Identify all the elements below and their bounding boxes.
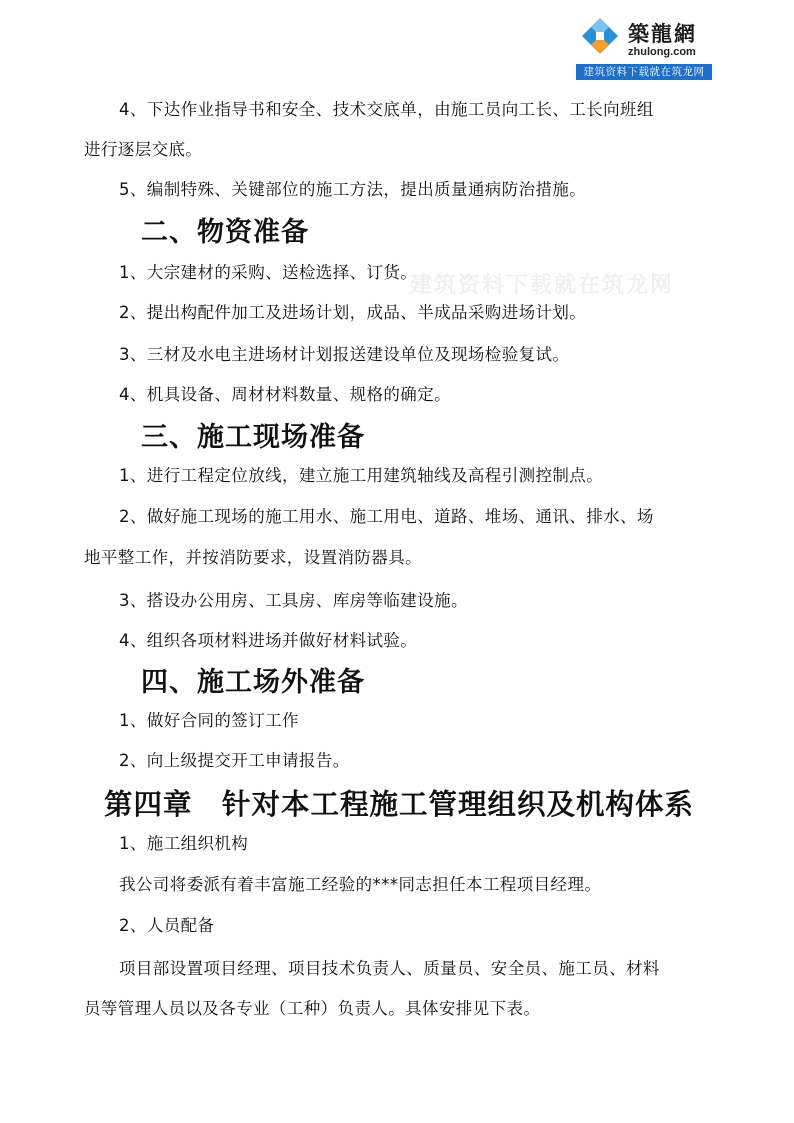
paragraph-line: 1、施工组织机构	[119, 834, 249, 853]
paragraph-line: 进行逐层交底。	[84, 140, 203, 159]
paragraph-line: 我公司将委派有着丰富施工经验的***同志担任本工程项目经理。	[119, 875, 602, 894]
logo-name: 築龍網	[628, 21, 697, 46]
section-heading: 二、物资准备	[141, 217, 309, 248]
paragraph-line: 3、搭设办公用房、工具房、库房等临建设施。	[119, 591, 468, 610]
zhulong-logo	[576, 12, 712, 80]
paragraph-line: 2、提出构配件加工及进场计划，成品、半成品采购进场计划。	[119, 303, 587, 322]
watermark: 建筑资料下载就在筑龙网	[410, 273, 675, 298]
paragraph-line: 5、编制特殊、关键部位的施工方法，提出质量通病防治措施。	[119, 180, 587, 199]
paragraph-line: 3、三材及水电主进场材计划报送建设单位及现场检验复试。	[119, 345, 570, 364]
paragraph-line: 4、组织各项材料进场并做好材料试验。	[119, 631, 418, 650]
chapter-heading: 第四章 针对本工程施工管理组织及机构体系	[104, 787, 695, 821]
paragraph-line: 1、进行工程定位放线，建立施工用建筑轴线及高程引测控制点。	[119, 466, 604, 485]
paragraph-line: 2、人员配备	[119, 916, 215, 935]
zhulong-mark-icon	[580, 16, 620, 56]
paragraph-line: 4、下达作业指导书和安全、技术交底单，由施工员向工长、工长向班组	[119, 100, 654, 119]
paragraph-line: 4、机具设备、周材材料数量、规格的确定。	[119, 385, 451, 404]
section-heading: 三、施工现场准备	[141, 422, 365, 453]
paragraph-line: 2、做好施工现场的施工用水、施工用电、道路、堆场、通讯、排水、场	[119, 507, 654, 526]
logo-url: zhulong.com	[628, 46, 696, 58]
paragraph-line: 项目部设置项目经理、项目技术负责人、质量员、安全员、施工员、材料	[119, 959, 660, 978]
paragraph-line: 2、向上级提交开工申请报告。	[119, 751, 350, 770]
section-heading: 四、施工场外准备	[141, 667, 365, 698]
paragraph-line: 1、大宗建材的采购、送检选择、订货。	[119, 263, 418, 282]
paragraph-line: 地平整工作，并按消防要求，设置消防器具。	[84, 548, 422, 567]
logo-slogan: 建筑资料下载就在筑龙网	[576, 64, 712, 80]
paragraph-line: 员等管理人员以及各专业（工种）负责人。具体安排见下表。	[84, 999, 541, 1018]
paragraph-line: 1、做好合同的签订工作	[119, 711, 299, 730]
